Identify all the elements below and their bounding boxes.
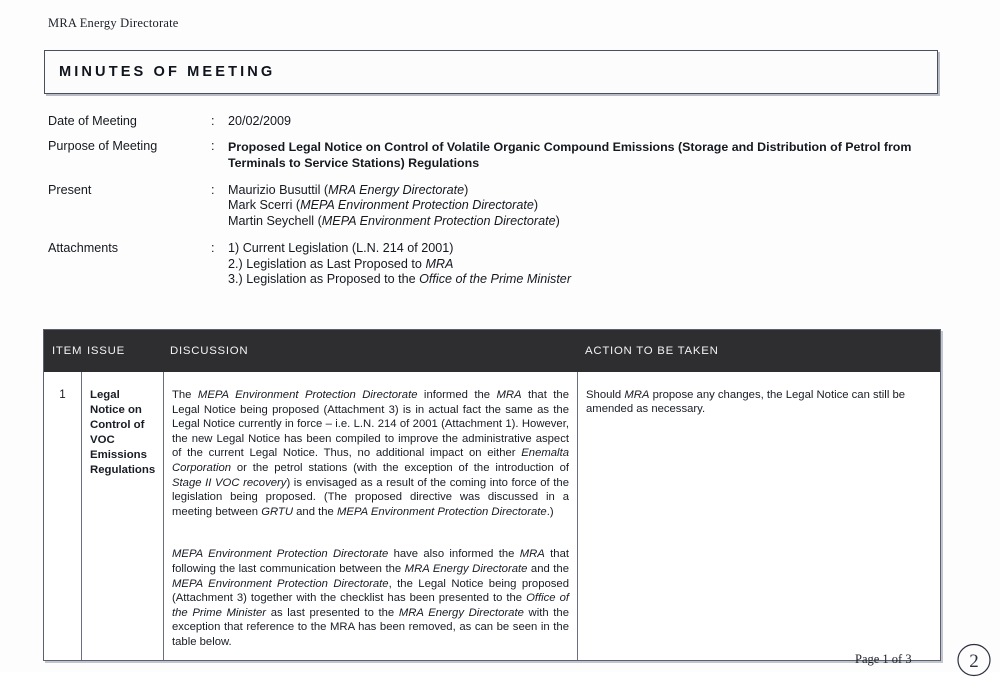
table-row bbox=[44, 372, 940, 660]
attendee-row: Martin Seychell (MEPA Environment Protection Directorate) bbox=[228, 213, 560, 228]
meta-value-purpose bbox=[228, 139, 943, 171]
attachment-item bbox=[228, 272, 943, 288]
meta-label-attachments: Attachments bbox=[48, 241, 118, 255]
meta-label-purpose: Purpose of Meeting bbox=[48, 138, 158, 153]
attachment-italic: MRA bbox=[425, 256, 454, 271]
meta-value-date: 20/02/2009 bbox=[228, 114, 292, 128]
attendee-row: Maurizio Busuttil (MRA Energy Directorate) bbox=[228, 182, 469, 197]
attachment-number: 3.) bbox=[228, 272, 243, 286]
attachment-number: 2.) bbox=[228, 256, 243, 271]
attendee-org: MEPA Environment Protection Directorate bbox=[321, 213, 556, 228]
meta-label-present: Present bbox=[48, 182, 92, 197]
meta-value-present bbox=[228, 183, 943, 230]
attendee-org: MRA Energy Directorate bbox=[328, 182, 465, 197]
minutes-table bbox=[43, 329, 941, 661]
page-number: Page 1 of 3 bbox=[855, 652, 912, 666]
meta-label-date: Date of Meeting bbox=[48, 114, 137, 128]
meeting-purpose-line-1: Proposed Legal Notice on Control of Volatile Organic Compound Emissions (Storage and Distribution of Petrol from bbox=[228, 139, 912, 154]
attachment-item bbox=[228, 241, 943, 257]
table-header-row bbox=[44, 330, 940, 372]
page-title: MINUTES OF MEETING bbox=[59, 64, 276, 80]
meta-row-purpose bbox=[48, 139, 943, 171]
column-header-discussion: DISCUSSION bbox=[170, 345, 249, 357]
meta-row-date bbox=[48, 114, 943, 130]
meta-colon-attachments: : bbox=[211, 241, 215, 255]
cell-issue: Legal Notice on Control of VOC Emissions Regulations bbox=[81, 372, 163, 660]
meeting-purpose-line-2: Terminals to Service Stations) Regulations bbox=[228, 155, 480, 170]
meta-colon-date: : bbox=[211, 114, 215, 128]
attendee-name: Mark Scerri bbox=[228, 198, 293, 212]
attachment-text: Legislation as Last Proposed to bbox=[246, 256, 426, 271]
column-header-item: ITEM bbox=[52, 345, 83, 357]
title-box bbox=[44, 50, 938, 94]
attachment-text: Legislation as Proposed to the bbox=[246, 272, 420, 286]
attendee-row: Mark Scerri (MEPA Environment Protection Directorate) bbox=[228, 198, 539, 212]
attachment-number: 1) bbox=[228, 241, 240, 255]
attachment-item bbox=[228, 257, 943, 273]
attendee-name: Martin Seychell bbox=[228, 213, 315, 228]
meta-colon-purpose: : bbox=[211, 138, 215, 153]
discussion-paragraph-1: The MEPA Environment Protection Directorate informed the MRA that the Legal Notice being proposed (Attachment 3) is in actual fact the same as the Legal Notice currently in force – i.e. L.N. 214 of 2001 (Attachment 1). However, the new Legal Notice has been compiled to improve the administrative aspect of the current Legal Notice. Thus, no additional impact on either Enemalta Corporation or the petrol stations (with the exception of the introduction of Stage II VOC recovery) is envisaged as a result of the coming into force of the legislation being proposed. (The proposed directive was discussed in a meeting between GRTU and the MEPA Environment Protection Directorate.) bbox=[172, 389, 569, 518]
cell-action: Should MRA propose any changes, the Legal Notice can still be amended as necessary. bbox=[577, 372, 938, 660]
cell-discussion bbox=[163, 372, 577, 660]
attendee-org: MEPA Environment Protection Directorate bbox=[300, 198, 534, 212]
column-header-action: ACTION TO BE TAKEN bbox=[585, 345, 719, 357]
meeting-metadata bbox=[48, 114, 943, 297]
cell-item: 1 bbox=[59, 388, 66, 401]
meta-colon-present: : bbox=[211, 182, 215, 197]
column-header-issue: ISSUE bbox=[87, 345, 125, 357]
attachment-text: Current Legislation (L.N. 214 of 2001) bbox=[242, 241, 454, 255]
running-header: MRA Energy Directorate bbox=[48, 16, 179, 30]
meta-row-attachments bbox=[48, 241, 943, 288]
attachment-italic: Office of the Prime Minister bbox=[419, 272, 572, 286]
attendee-name: Maurizio Busuttil bbox=[228, 182, 321, 197]
discussion-paragraph-2: MEPA Environment Protection Directorate have also informed the MRA that following the last communication between the MRA Energy Directorate and the MEPA Environment Protection Directorate, the Legal Notice being proposed (Attachment 3) together with the checklist has been presented to the Office of the Prime Minister as last presented to the MRA Energy Directorate with the exception that reference to the MRA has been removed, as can be seen in the table below. bbox=[172, 548, 569, 648]
handwritten-mark-value: 2 bbox=[969, 651, 979, 672]
meta-row-present bbox=[48, 183, 943, 230]
meta-value-attachments bbox=[228, 241, 943, 288]
